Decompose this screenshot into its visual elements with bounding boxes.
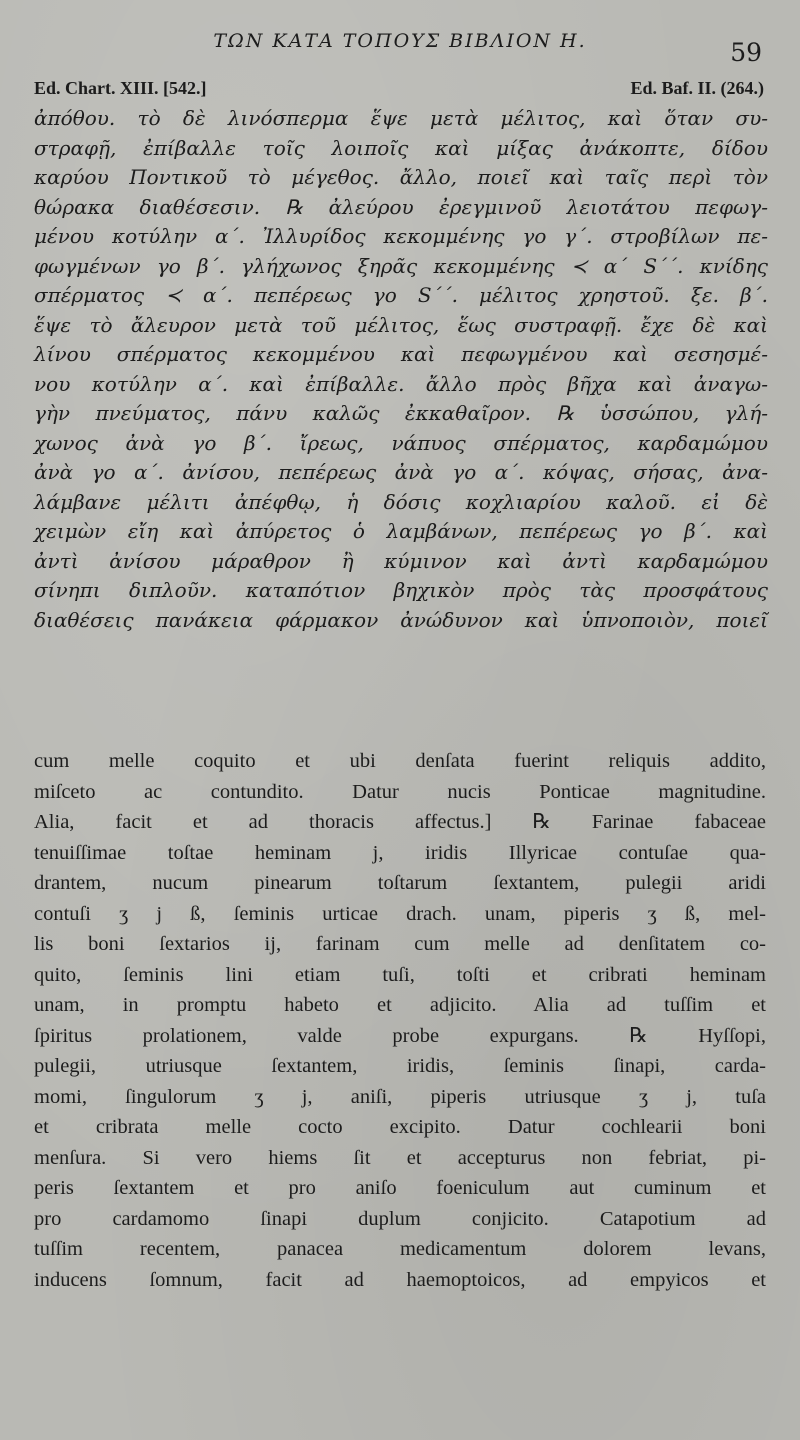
edition-chartier: Ed. Chart. XIII. [542.]	[34, 78, 207, 98]
latin-text-line: miſceto ac contundito. Datur nucis Ponticae magnitudine.	[34, 780, 766, 803]
page-number: 59	[730, 38, 762, 67]
latin-text-line: Alia, facit et ad thoracis affectus.] ℞ Farinae fabaceae	[34, 811, 766, 833]
greek-text-block	[34, 104, 768, 635]
latin-text-line: peris ſextantem et pro aniſo foeniculum aut cuminum et	[34, 1177, 766, 1199]
latin-text-line: cum melle coquito et ubi denſata fuerint reliquis addito,	[34, 750, 766, 772]
greek-text-line: σίνηπι διπλοῦν. καταπότιον βηχικὸν πρὸς τὰς προσφάτους	[34, 578, 768, 602]
greek-text-line: φωγμένων γο β΄. γλήχωνος ξηρᾶς κεκομμένης ≺ α΄ S΄΄. κνίδης	[34, 253, 768, 278]
greek-text-line: γὴν πνεύματος, πάνυ καλῶς ἐκκαθαῖρον. ℞ ὑσσώπου, γλή-	[34, 401, 768, 425]
greek-text-line: στραφῇ, ἐπίβαλλε τοῖς λοιποῖς καὶ μίξας ἀνάκοπτε, δίδου	[34, 135, 768, 160]
latin-text-line: pulegii, utriusque ſextantem, iridis, ſeminis ſinapi, carda-	[34, 1055, 766, 1077]
greek-text-line: λάμβανε μέλιτι ἀπέφθῳ, ἡ δόσις κοχλιαρίου καλοῦ. εἰ δὲ	[34, 489, 768, 514]
greek-text-line: ἀνὰ γο α΄. ἀνίσου, πεπέρεως ἀνὰ γο α΄. κόψας, σήσας, ἀνα-	[34, 460, 768, 484]
running-head: ΤΩΝ ΚΑΤΑ ΤΟΠΟΥΣ ΒΙΒΛΙΟΝ Η.	[213, 30, 587, 52]
greek-text-line: ἀπόθου. τὸ δὲ λινόσπερμα ἕψε μετὰ μέλιτος, καὶ ὅταν συ-	[34, 106, 768, 130]
greek-text-line: χωνος ἀνὰ γο β΄. ἴρεως, νάπυος σπέρματος, καρδαμώμου	[34, 430, 768, 455]
greek-text-line: ἕψε τὸ ἄλευρον μετὰ τοῦ μέλιτος, ἕως συστραφῇ. ἔχε δὲ καὶ	[34, 312, 768, 337]
greek-text-line: λίνου σπέρματος κεκομμένου καὶ πεφωγμένου καὶ σεσησμέ-	[34, 342, 768, 366]
greek-text-line: διαθέσεις πανάκεια φάρμακον ἀνώδυνον καὶ ὑπνοποιὸν, ποιεῖ	[34, 607, 768, 632]
latin-text-line: lis boni ſextarios ij, farinam cum melle ad denſitatem co-	[34, 933, 766, 955]
latin-text-block	[34, 746, 766, 1295]
latin-text-line: menſura. Si vero hiems ſit et accepturus non febriat, pi-	[34, 1146, 766, 1169]
greek-text-line: σπέρματος ≺ α΄. πεπέρεως γο S΄΄. μέλιτος χρηστοῦ. ξε. β΄.	[34, 283, 768, 307]
latin-text-line: momi, ſingulorum ʒ j, aniſi, piperis utriusque ʒ j, tuſa	[34, 1085, 766, 1108]
latin-text-line: tuſſim recentem, panacea medicamentum dolorem levans,	[34, 1238, 766, 1260]
greek-text-line: μένου κοτύλην α΄. Ἰλλυρίδος κεκομμένης γο γ΄. στροβίλων πε-	[34, 224, 768, 248]
latin-text-line: et cribrata melle cocto excipito. Datur cochlearii boni	[34, 1116, 766, 1138]
latin-text-line: inducens ſomnum, facit ad haemoptoicos, ad empyicos et	[34, 1268, 766, 1291]
latin-text-line: drantem, nucum pinearum toſtarum ſextantem, pulegii aridi	[34, 872, 766, 894]
latin-text-line: unam, in promptu habeto et adjicito. Alia ad tuſſim et	[34, 994, 766, 1016]
latin-text-line: quito, ſeminis lini etiam tuſi, toſti et cribrati heminam	[34, 963, 766, 986]
edition-basel: Ed. Baf. II. (264.)	[630, 78, 764, 98]
greek-text-line: νου κοτύλην α΄. καὶ ἐπίβαλλε. ἄλλο πρὸς βῆχα καὶ ἀναγω-	[34, 371, 768, 396]
latin-text-line: tenuiſſimae toſtae heminam j, iridis Illyricae contuſae qua-	[34, 841, 766, 864]
latin-text-line: contuſi ʒ j ß, ſeminis urticae drach. unam, piperis ʒ ß, mel-	[34, 902, 766, 925]
latin-text-line: pro cardamomo ſinapi duplum conjicito. Catapotium ad	[34, 1207, 766, 1230]
greek-text-line: καρύου Ποντικοῦ τὸ μέγεθος. ἄλλο, ποιεῖ καὶ ταῖς περὶ τὸν	[34, 165, 768, 189]
latin-text-line: ſpiritus prolationem, valde probe expurgans. ℞ Hyſſopi,	[34, 1024, 766, 1047]
greek-text-line: ἀντὶ ἀνίσου μάραθρον ἢ κύμινον καὶ ἀντὶ καρδαμώμου	[34, 548, 768, 573]
greek-text-line: χειμὼν εἴη καὶ ἀπύρετος ὁ λαμβάνων, πεπέρεως γο β΄. καὶ	[34, 519, 768, 543]
greek-text-line: θώρακα διαθέσεσιν. ℞ ἀλεύρου ἐρεγμινοῦ λειοτάτου πεφωγ-	[34, 194, 768, 219]
